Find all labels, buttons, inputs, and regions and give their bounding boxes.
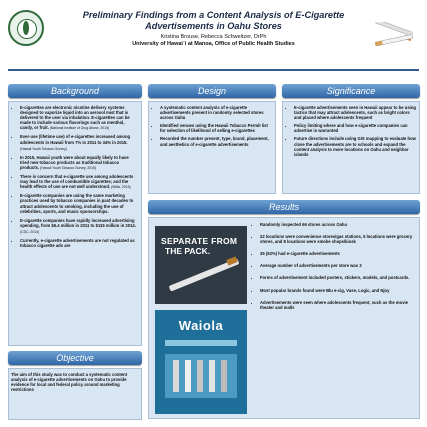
header-divider (8, 69, 419, 71)
list-item: • A systematic content analysis of e-cigarette advertisements present in randomly selected stores across Oahu (160, 105, 272, 120)
background-heading: Background (8, 84, 142, 98)
list-item: • Recorded the number present, type, brand, placement, and aesthetics of e-cigarette advertisements (160, 136, 272, 146)
middle-column (148, 84, 276, 194)
authors: Kristina Brouse, Rebecca Schweitzer, DrPh (160, 34, 267, 40)
objective-text: The aim of this study was to conduct a systematic content analysis of e-cigarette advertisements on Oahu to provide evidence for local and federal policy around marketing restrictions (11, 372, 128, 393)
list-item: • Randomly inspected 66 stores across Oahu (260, 222, 416, 227)
list-item: • 35 (53%) had e-cigarette advertisements (260, 251, 416, 256)
list-item: • In 2015, Hawaii youth were about equally likely to have tried new tobacco products as traditional tobacco products. (Hawaii Youth Tobacco Survey, 2015) (20, 155, 138, 171)
right-column (282, 84, 420, 194)
results-header-wrap (148, 200, 420, 214)
list-item: • Most popular brands found were Blu e-cig, Vuse, Logic, and Njoy (260, 288, 416, 293)
poster-title: Preliminary Findings from a Content Analysis of E-Cigarette Advertisements in Oahu Stores (82, 10, 345, 31)
e-cigarette-icon (373, 22, 417, 50)
list-item: • Ever-use (lifetime use) of e-cigarettes increased among adolescents in Hawaii from 7% in 2011 to 34% in 2015. (Hawaii Youth Tobacco Survey) (20, 134, 138, 151)
affiliation: University of Hawai`i at Manoa, Office of Public Health Studies (132, 41, 295, 47)
list-item: • Forms of advertisement included posters, stickers, models, and postcards. (260, 275, 416, 280)
list-item: • E-cigarettes are electronic nicotine delivery systems designed to vaporize liquid into an aerosol mist that is delivered to the user via inhalation. E-cigarettes can be made to include various flavorings such as menthol, candy, or fruit. (National Institute of Drug Abuse, 2015) (20, 105, 138, 131)
ad-headline-line1: SEPARATE FROM (161, 236, 238, 246)
results-box (148, 217, 420, 419)
list-item: • E-cigarette companies are using the same marketing practices used by tobacco companies in past decades to attract adolescents to smoking, including the use of celebrities, sports, and music sponsorships. (20, 193, 138, 214)
ad-brand-name: Waiola (178, 318, 224, 333)
design-box (148, 101, 276, 194)
ad-photo-waiola-display (155, 310, 247, 414)
list-item: • Policy limiting where and how e-cigarette companies can advertise is warranted (294, 123, 416, 133)
header (56, 10, 371, 47)
objective-heading: Objective (8, 351, 142, 365)
list-item: • Average number of advertisements per store was 3 (260, 263, 416, 268)
left-column (8, 84, 142, 420)
list-item: • Identified venues using the Hawaii Tobacco Permit list for selection of likelihood of selling e-cigarettes (160, 123, 272, 133)
list-item: • E-cigarette advertisements seen in Hawaii appear to be using tactics that may attract adolescents, such as bright colors and placed where adolescents frequent (294, 105, 416, 120)
list-item: • There is concern that e-cigarette use among adolescents may lead to the use of combustible cigarettes; and the health effects of use are not well understood. (Willis, 2015) (20, 174, 138, 190)
significance-heading: Significance (282, 84, 420, 98)
ad-photo-separate-from-pack (155, 226, 247, 304)
university-seal-icon (8, 10, 44, 46)
background-box (8, 101, 142, 346)
objective-box (8, 368, 142, 420)
list-item: • Future directions include using GIS mapping to evaluate how close the advertisements are to schools and expand the content analysis to more locations on Oahu and neighbor islands (294, 136, 416, 156)
list-item: • Currently, e-cigarette advertisements are not regulated as tobacco cigarette ads are (20, 238, 138, 249)
design-heading: Design (148, 84, 276, 98)
significance-box (282, 101, 420, 194)
results-heading: Results (148, 200, 420, 214)
list-item: • E-cigarette companies have rapidly increased advertising spending, from $6.4 million in 2011 to $115 million in 2014. (CDC, 2014) (20, 218, 138, 235)
list-item: • 22 locations were convenience stores/gas stations, 5 locations were grocery stores, and 8 locations were smoke shops/kiosk (260, 234, 416, 244)
results-list (251, 222, 416, 317)
ad-headline-line2: THE PACK. (165, 246, 211, 256)
list-item: • Advertisements were seen where adolescents frequent, such as the movie theater and malls (260, 300, 416, 310)
